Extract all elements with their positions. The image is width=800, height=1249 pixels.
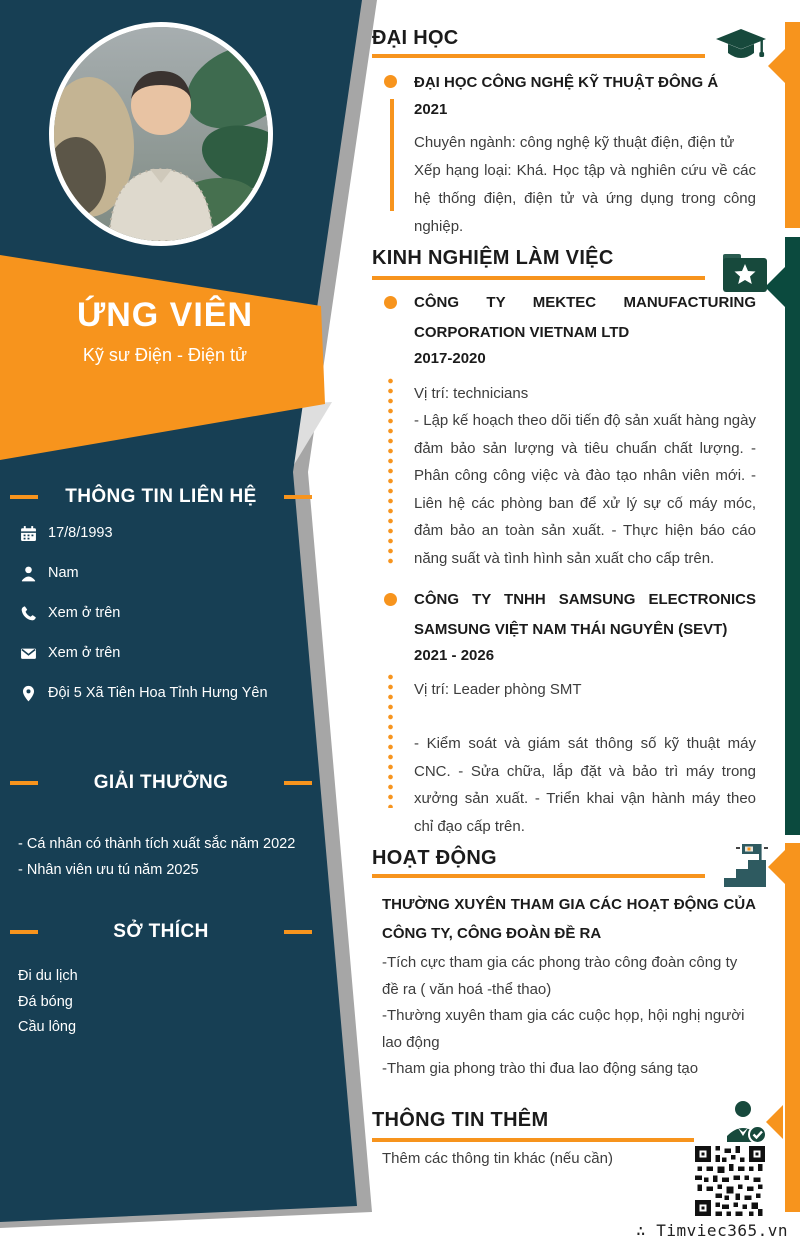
activities-edge-bar	[785, 843, 800, 1212]
activities-underline	[372, 874, 705, 878]
mail-icon	[20, 645, 37, 662]
education-heading: ĐẠI HỌC	[372, 27, 459, 49]
education-edge-bar	[785, 22, 800, 228]
education-detail-line: Chuyên ngành: công nghệ kỹ thuật điện, điện tử	[414, 134, 735, 151]
job-position: Vị trí: Leader phòng SMT	[414, 681, 582, 698]
activities-intro: THƯỜNG XUYÊN THAM GIA CÁC HOẠT ĐỘNG CỦA CÔNG TY, CÔNG ĐOÀN ĐỀ RA	[382, 896, 756, 942]
contact-heading-row	[10, 486, 312, 508]
more-info-heading: THÔNG TIN THÊM	[372, 1109, 549, 1131]
hobbies-heading: SỞ THÍCH	[113, 921, 209, 942]
award-item: - Cá nhân có thành tích xuất sắc năm 2022	[18, 836, 296, 852]
awards-heading: GIẢI THƯỞNG	[93, 772, 229, 793]
user-icon	[20, 565, 37, 582]
contact-email: Xem ở trên	[48, 645, 121, 661]
education-school: ĐẠI HỌC CÔNG NGHỆ KỸ THUẬT ĐÔNG Á	[414, 74, 719, 91]
heading-dash-right	[284, 930, 312, 934]
education-underline	[372, 54, 705, 58]
activities-heading: HOẠT ĐỘNG	[372, 847, 497, 869]
job-dotted-bar	[388, 376, 393, 564]
education-year: 2021	[414, 101, 448, 118]
contact-row-address	[20, 684, 320, 702]
hobby-item: Đá bóng	[18, 993, 73, 1010]
education-accent-bar	[390, 99, 394, 211]
more-info-text: Thêm các thông tin khác (nếu cần)	[382, 1150, 613, 1167]
contact-address: Đội 5 Xã Tiên Hoa Tỉnh Hưng Yên	[48, 685, 268, 701]
hobby-item: Đi du lịch	[18, 968, 78, 984]
graduation-cap-icon	[714, 28, 768, 66]
awards-list	[18, 831, 318, 883]
education-edge-notch	[768, 49, 785, 83]
contact-phone: Xem ở trên	[48, 605, 121, 621]
job-period: 2021 - 2026	[414, 647, 495, 664]
experience-edge-notch	[765, 267, 785, 307]
more-info-underline	[372, 1138, 694, 1142]
candidate-job-title: Kỹ sư Điện - Điện tử	[82, 345, 248, 365]
contact-row-phone	[20, 604, 320, 622]
award-item: - Nhân viên ưu tú năm 2025	[18, 862, 199, 878]
heading-dash-right	[284, 781, 312, 785]
contact-birthday: 17/8/1993	[48, 525, 113, 541]
profile-photo	[49, 22, 273, 246]
location-icon	[20, 685, 37, 702]
contact-gender: Nam	[48, 565, 79, 581]
job-position: Vị trí: technicians	[414, 385, 529, 402]
more-info-edge-notch	[766, 1105, 783, 1139]
activities-edge-notch	[768, 850, 785, 884]
education-detail-text: Xếp hạng loại: Khá. Học tập và nghiên cứu về các hệ thống điện, điện tử và ứng dụng trong công nghiệp.	[414, 162, 756, 235]
experience-edge-bar	[785, 237, 800, 835]
hobbies-heading-row	[10, 921, 312, 943]
activities-list	[382, 950, 756, 1083]
job-company: CÔNG TY MEKTEC MANUFACTURING CORPORATION VIETNAM LTD	[414, 294, 756, 341]
job-bullet	[384, 593, 397, 606]
stairs-flag-icon	[722, 843, 770, 889]
folder-star-icon	[722, 250, 768, 294]
contact-row-birthday	[20, 524, 320, 542]
contact-list	[20, 524, 320, 724]
job-period: 2017-2020	[414, 350, 486, 367]
experience-heading: KINH NGHIỆM LÀM VIỆC	[372, 247, 614, 269]
contact-heading: THÔNG TIN LIÊN HỆ	[65, 486, 257, 507]
heading-dash-left	[10, 930, 38, 934]
activity-item: -Tích cực tham gia các phong trào công đoàn công ty đề ra ( văn hoá -thể thao)	[382, 954, 738, 998]
profile-photo-image	[54, 27, 268, 241]
education-bullet	[384, 75, 397, 88]
person-check-icon	[723, 1100, 768, 1144]
job-dotted-bar	[388, 672, 393, 808]
qr-code	[693, 1144, 767, 1218]
hobby-item: Cầu lông	[18, 1019, 77, 1035]
job-bullet	[384, 296, 397, 309]
contact-row-gender	[20, 564, 320, 582]
job-company: CÔNG TY TNHH SAMSUNG ELECTRONICS SAMSUNG VIỆT NAM THÁI NGUYÊN (SEVT)	[414, 591, 756, 638]
heading-dash-left	[10, 781, 38, 785]
heading-dash-left	[10, 495, 38, 499]
phone-icon	[20, 605, 37, 622]
contact-row-email	[20, 644, 320, 662]
brand-logo: ∴ Timviec365.vn	[636, 1221, 788, 1240]
experience-underline	[372, 276, 705, 280]
banner	[0, 296, 330, 366]
calendar-icon	[20, 525, 37, 542]
awards-heading-row	[10, 772, 312, 794]
hobbies-list	[18, 964, 318, 1041]
job-details: - Lập kế hoạch theo dõi tiến độ sản xuất hàng ngày đảm bảo sản lượng và tiêu chuẩn chất lượng. - Phân công công việc và đào tạo nhân viên mới. - Liên hệ các phòng ban để xử lý sự cố máy móc, đảm bảo an toàn sản xuất. - Thực hiện báo cáo năng suất và tình hình sản xuất cho cấp trên.	[414, 412, 756, 567]
activity-item: -Thường xuyên tham gia các cuộc họp, hội nghị người lao động	[382, 1007, 745, 1051]
heading-dash-right	[284, 495, 312, 499]
activity-item: -Tham gia phong trào thi đua lao động sáng tạo	[382, 1060, 699, 1077]
candidate-name: ỨNG VIÊN	[76, 296, 253, 334]
job-details: - Kiểm soát và giám sát thông số kỹ thuật máy CNC. - Sửa chữa, lắp đặt và bảo trì máy trong xưởng sản xuất. - Triển khai vận hành máy theo chỉ đạo cấp trên.	[414, 735, 756, 835]
